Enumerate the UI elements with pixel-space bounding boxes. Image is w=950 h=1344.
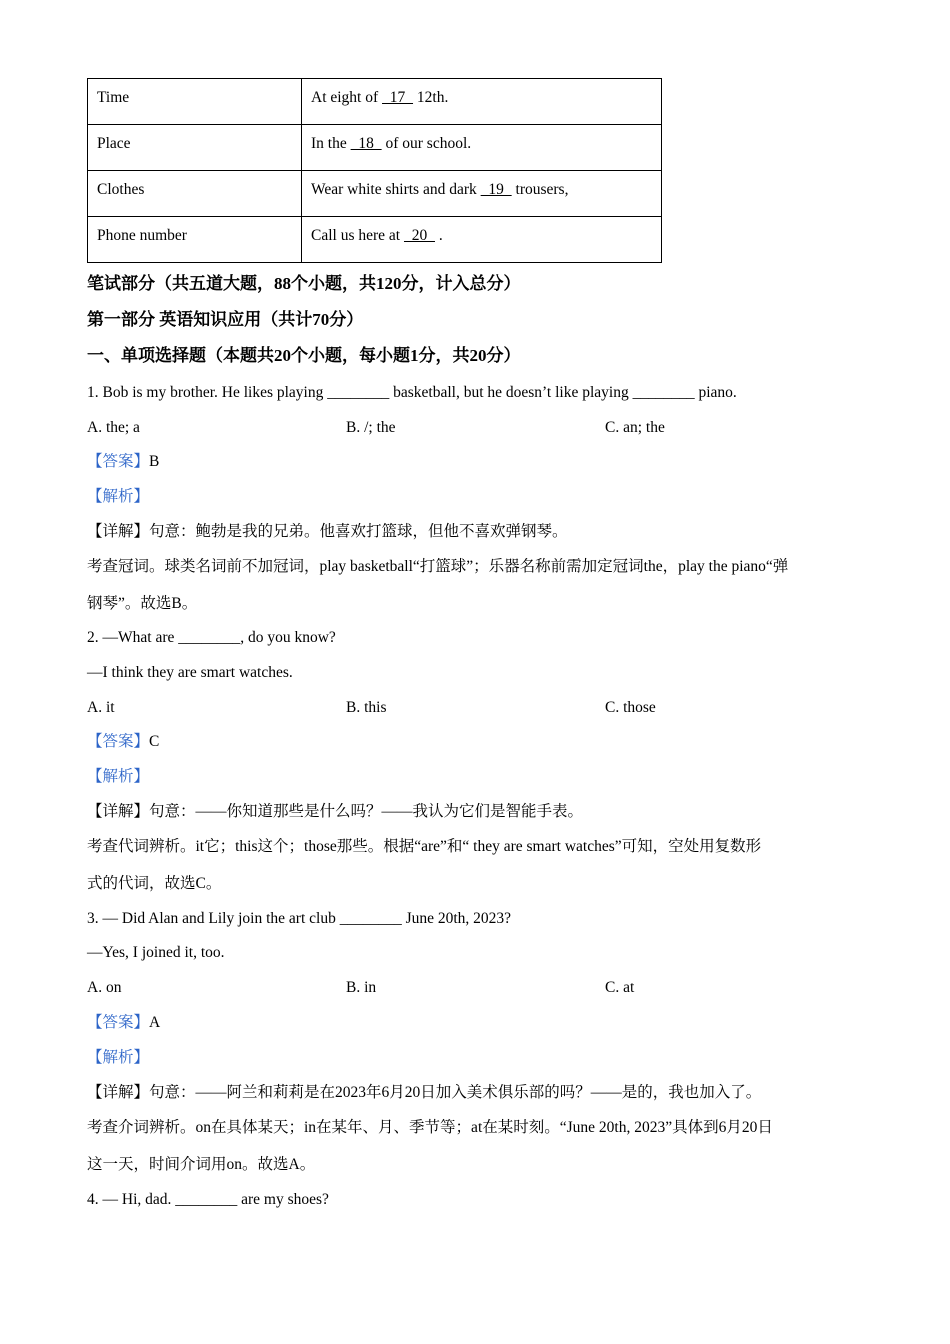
question-3-option-c: C. at — [605, 979, 635, 996]
question-3-option-b: B. in — [346, 979, 377, 996]
table-cell-value: Call us here at 20 . — [302, 217, 662, 263]
question-1-stem: 1. Bob is my brother. He likes playing ________ basketball, but he doesn’t like playing ________ piano. — [87, 384, 737, 401]
blank-18: 18 — [350, 135, 382, 152]
table-cell-label: Place — [88, 125, 302, 171]
question-2-option-b: B. this — [346, 699, 387, 716]
question-1-option-a: A. the; a — [87, 419, 140, 436]
info-table — [87, 78, 662, 263]
question-3-stem-line2: —Yes, I joined it, too. — [87, 944, 225, 961]
question-2-answer: 【答案】C — [87, 733, 160, 750]
blank-20: 20 — [403, 227, 435, 244]
question-3-detail: 【详解】句意：——阿兰和莉莉是在2023年6月20日加入美术俱乐部的吗？——是的，我也加入了。 — [87, 1084, 762, 1101]
blank-17: 17 — [382, 89, 414, 106]
table-cell-label: Clothes — [88, 171, 302, 217]
table-row — [88, 79, 662, 125]
table-row — [88, 171, 662, 217]
table-cell-value: Wear white shirts and dark 19 trousers, — [302, 171, 662, 217]
question-3-explanation-line2: 这一天，时间介词用on。故选A。 — [87, 1156, 316, 1173]
question-1-analysis-label: 【解析】 — [87, 488, 150, 505]
question-3-answer: 【答案】A — [87, 1014, 161, 1031]
question-3-explanation-line1: 考查介词辨析。on在具体某天；in在某年、月、季节等；at在某时刻。“June 20th, 2023”具体到6月20日 — [87, 1119, 773, 1136]
question-1-option-c: C. an; the — [605, 419, 665, 436]
table-row — [88, 217, 662, 263]
table-row — [88, 125, 662, 171]
section-title-written: 笔试部分（共五道大题，88个小题，共120分，计入总分） — [87, 274, 521, 293]
section-title-part1: 第一部分 英语知识应用（共计70分） — [87, 310, 364, 329]
question-1-explanation-line1: 考查冠词。球类名词前不加冠词，play basketball“打篮球”；乐器名称前需加定冠词the，play the piano“弹 — [87, 558, 789, 575]
question-2-option-a: A. it — [87, 699, 115, 716]
table-cell-label: Phone number — [88, 217, 302, 263]
table-cell-value: At eight of 17 12th. — [302, 79, 662, 125]
section-title-single-choice: 一、单项选择题（本题共20个小题，每小题1分，共20分） — [87, 346, 521, 365]
question-2-explanation-line2: 式的代词，故选C。 — [87, 875, 222, 892]
question-1-option-b: B. /; the — [346, 419, 396, 436]
question-2-option-c: C. those — [605, 699, 656, 716]
table-cell-value: In the 18 of our school. — [302, 125, 662, 171]
question-1-answer: 【答案】B — [87, 453, 160, 470]
question-2-explanation-line1: 考查代词辨析。it它；this这个；those那些。根据“are”和“ they are smart watches”可知，空处用复数形 — [87, 838, 762, 855]
question-4-stem: 4. — Hi, dad. ________ are my shoes? — [87, 1191, 329, 1208]
question-2-stem-line2: —I think they are smart watches. — [87, 664, 293, 681]
question-2-analysis-label: 【解析】 — [87, 768, 150, 785]
blank-19: 19 — [480, 181, 512, 198]
question-3-analysis-label: 【解析】 — [87, 1049, 150, 1066]
question-1-explanation-line2: 钢琴”。故选B。 — [87, 595, 198, 612]
question-2-detail: 【详解】句意：——你知道那些是什么吗？——我认为它们是智能手表。 — [87, 803, 584, 820]
question-3-option-a: A. on — [87, 979, 122, 996]
question-2-stem: 2. —What are ________, do you know? — [87, 629, 336, 646]
question-3-stem: 3. — Did Alan and Lily join the art club ________ June 20th, 2023? — [87, 910, 512, 927]
question-1-detail: 【详解】句意：鲍勃是我的兄弟。他喜欢打篮球，但他不喜欢弹钢琴。 — [87, 523, 568, 540]
table-cell-label: Time — [88, 79, 302, 125]
